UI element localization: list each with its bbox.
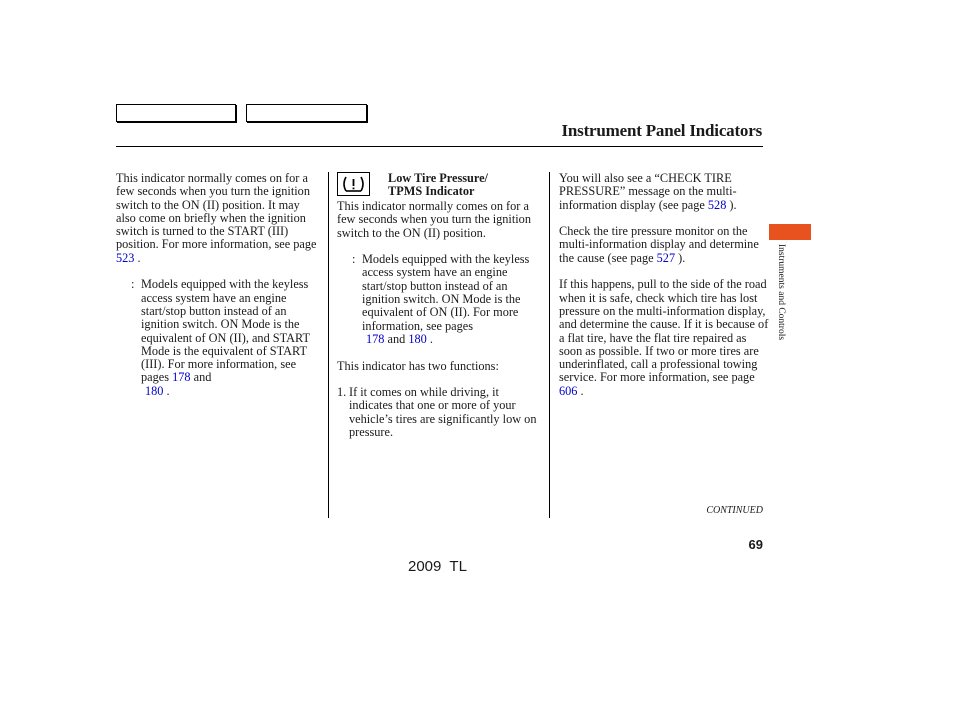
column-1	[116, 172, 321, 411]
page-link-527[interactable]: 527	[656, 250, 676, 265]
section-tab	[769, 224, 811, 240]
page-title: Instrument Panel Indicators	[561, 121, 762, 140]
header-rule	[116, 146, 763, 147]
tpms-warning-icon	[337, 172, 370, 196]
section-label: Instruments and Controls	[776, 244, 786, 341]
model-label: 2009 TL	[408, 558, 467, 575]
page-link-180[interactable]: 180	[145, 383, 164, 398]
tpms-header	[337, 172, 542, 200]
nav-button-1[interactable]	[116, 104, 236, 122]
column-divider-2	[549, 172, 550, 518]
col3-paragraph-1: You will also see a “CHECK TIRE PRESSURE” message on the multi-information display (see page 528 ).	[559, 171, 737, 212]
col2-paragraph-2: This indicator has two functions:	[337, 358, 499, 373]
page-link-178[interactable]: 178	[366, 331, 385, 346]
col3-paragraph-3: If this happens, pull to the side of the road when it is safe, check which tire has lost pressure on the multi-information display, and determine the cause. If it is because of a flat tire, have the flat tire repaired as soon as possible. If two or more tires are underinflated, call a professional towing service. For more information, see page 606 .	[559, 277, 769, 398]
tpms-heading: Low Tire Pressure/ TPMS Indicator	[388, 171, 488, 199]
col2-paragraph-1: This indicator normally comes on for a few seconds when you turn the ignition switch to the ON (II) position.	[337, 199, 531, 240]
page-link-528[interactable]: 528	[707, 197, 727, 212]
col1-paragraph-1: This indicator normally comes on for a few seconds when you turn the ignition switch to the ON (II) position. It may also come on briefly when the ignition switch is turned to the START (III) position. For more information, see page 523 .	[116, 171, 317, 265]
column-divider-1	[328, 172, 329, 518]
continued-label: CONTINUED	[706, 505, 763, 516]
column-3	[559, 172, 769, 411]
page-link-180[interactable]: 180	[408, 331, 427, 346]
function-item-1: 1. If it comes on while driving, it indicates that one or more of your vehicle’s tires are significantly low on pressure.	[337, 385, 537, 440]
page-link-523[interactable]: 523	[116, 250, 135, 265]
page-link-178[interactable]: 178	[172, 370, 191, 385]
page-number: 69	[748, 537, 763, 552]
column-2	[337, 172, 542, 453]
col3-paragraph-2: Check the tire pressure monitor on the multi-information display and determine the cause (see page 527 ).	[559, 224, 759, 265]
nav-button-2[interactable]	[246, 104, 367, 122]
page-link-606[interactable]: 606	[559, 383, 578, 398]
col1-keyless-note: : Models equipped with the keyless access system have an engine start/stop button instead of an ignition switch. ON Mode is the equivalent of ON (II), and START Mode is the equivalent of START (III). For more information, see pages 178 and 180 .	[131, 277, 310, 398]
col2-keyless-note: : Models equipped with the keyless access system have an engine start/stop button instead of an ignition switch. ON Mode is the equivalent of ON (II). For more information, see pages 178 and 180 .	[352, 252, 530, 346]
